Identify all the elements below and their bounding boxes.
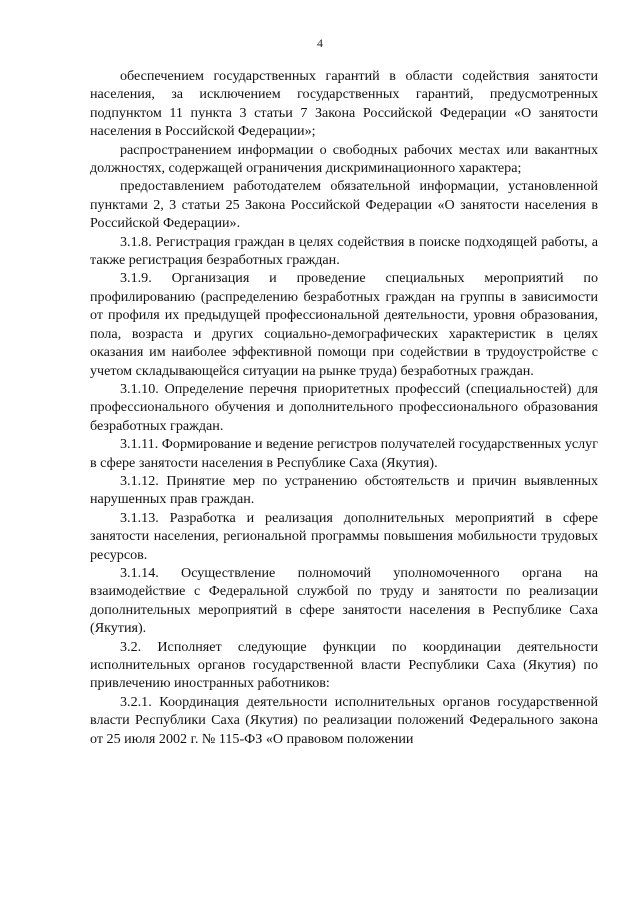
- paragraph: 3.2.1. Координация деятельности исполнительных органов государственной власти Республики Саха (Якутия) по реализации положений Федерального закона от 25 июля 2002 г. № 115-ФЗ «О правовом положении: [90, 693, 598, 747]
- paragraph: 3.1.11. Формирование и ведение регистров получателей государственных услуг в сфере занятости населения в Республике Саха (Якутия).: [90, 436, 598, 471]
- paragraph: 3.1.9. Организация и проведение специальных мероприятий по профилированию (распределению безработных граждан на группы в зависимости от профиля их предыдущей профессиональной деятельности, уровня образования, пола, возраста и других социально-демографических характеристик в целях оказания им наиболее эффективной помощи при содействии в трудоустройстве с учетом складывающейся ситуации на рынке труда) безработных граждан.: [90, 270, 598, 379]
- paragraph: обеспечением государственных гарантий в области содействия занятости населения, за исключением государственных гарантий, предусмотренных подпунктом 11 пункта 3 статьи 7 Закона Российской Федерации «О занятости населения в Российской Федерации»;: [90, 68, 598, 140]
- paragraph: 3.1.10. Определение перечня приоритетных профессий (специальностей) для профессионального обучения и дополнительного профессионального образования безработных граждан.: [90, 380, 598, 434]
- paragraph: распространением информации о свободных рабочих местах или вакантных должностях, содержащей ограничения дискриминационного характера;: [90, 141, 598, 177]
- paragraph: 3.1.13. Разработка и реализация дополнительных мероприятий в сфере занятости населения, региональной программы повышения мобильности трудовых ресурсов.: [90, 509, 598, 563]
- paragraph: предоставлением работодателем обязательной информации, установленной пунктами 2, 3 статьи 25 Закона Российской Федерации «О занятости населения в Российской Федерации».: [90, 178, 598, 232]
- paragraph: 3.1.14. Осуществление полномочий уполномоченного органа на взаимодействие с Федеральной службой по труду и занятости по реализации дополнительных мероприятий в сфере занятости населения в Республике Саха (Якутия).: [90, 564, 598, 637]
- paragraph: 3.2. Исполняет следующие функции по координации деятельности исполнительных органов государственной власти Республики Саха (Якутия) по привлечению иностранных работников:: [90, 638, 598, 692]
- page-number: 4: [317, 36, 323, 50]
- document-body: [90, 67, 598, 748]
- paragraph: 3.1.8. Регистрация граждан в целях содействия в поиске подходящей работы, а также регистрация безработных граждан.: [90, 233, 598, 269]
- paragraph: 3.1.12. Принятие мер по устранению обстоятельств и причин выявленных нарушенных прав граждан.: [90, 472, 598, 508]
